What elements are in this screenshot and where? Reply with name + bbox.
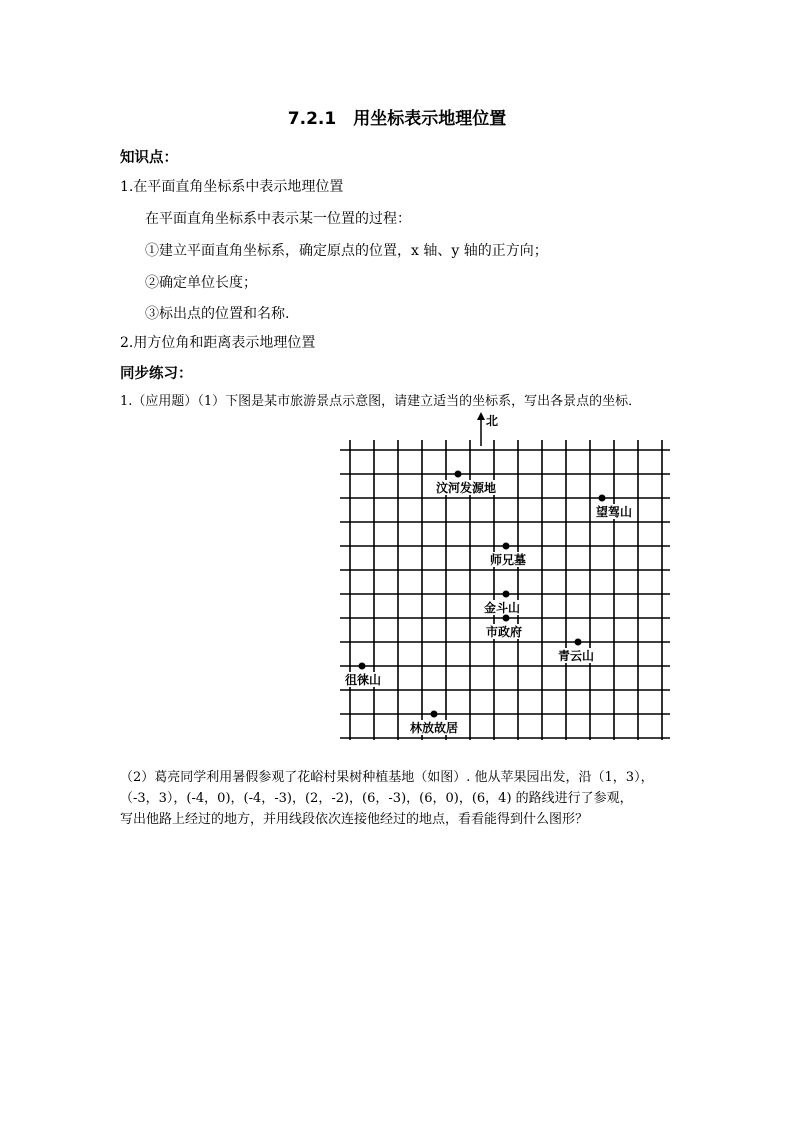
place-marker	[359, 663, 366, 670]
place-marker	[503, 591, 510, 598]
knowledge-item-1: 1.在平面直角坐标系中表示地理位置	[120, 179, 344, 195]
place-label: 望驾山	[596, 505, 633, 519]
question-1-text: 1.（应用题）（1）下图是某市旅游景点示意图，请建立适当的坐标系，写出各景点的坐标．	[120, 394, 642, 409]
tourist-map	[340, 410, 670, 740]
place-label: 金斗山	[484, 601, 521, 615]
north-label: 北	[486, 414, 499, 428]
knowledge-step-1: ①建立平面直角坐标系，确定原点的位置，x 轴、y 轴的正方向；	[145, 243, 548, 259]
place-marker	[599, 495, 606, 502]
place-label: 青云山	[558, 649, 595, 663]
practice-heading: 同步练习：	[120, 366, 193, 382]
north-arrow-head	[477, 412, 485, 420]
question-2-line-2: （-3，3），(-4，0)，(-4，-3)，(2，-2)，(6，-3)，(6，0)，(6，4) 的路线进行了参观，	[120, 791, 633, 806]
place-marker	[455, 471, 462, 478]
place-marker	[575, 639, 582, 646]
place-label: 市政府	[486, 625, 523, 639]
knowledge-item-2: 2.用方位角和距离表示地理位置	[120, 335, 316, 351]
question-2-line-3: 写出他路上经过的地方，并用线段依次连接他经过的地点，看看能得到什么图形？	[120, 812, 589, 827]
place-label: 林放故居	[410, 721, 459, 735]
place-label: 汶河发源地	[436, 481, 497, 495]
place-label: 师兄墓	[490, 553, 527, 567]
knowledge-step-2: ②确定单位长度；	[145, 275, 257, 291]
place-label: 徂徕山	[345, 673, 382, 687]
knowledge-step-3: ③标出点的位置和名称.	[145, 306, 290, 322]
place-marker	[503, 615, 510, 622]
tourist-map-svg	[340, 410, 670, 740]
place-marker	[503, 543, 510, 550]
knowledge-heading: 知识点：	[120, 150, 178, 166]
map-grid	[340, 440, 670, 740]
question-2-line-1: （2）葛亮同学利用暑假参观了花峪村果树种植基地（如图）. 他从苹果园出发，沿（1，3），	[120, 770, 654, 785]
page-title: 7.2.1 用坐标表示地理位置	[287, 109, 507, 129]
place-marker	[431, 711, 438, 718]
knowledge-item-1-sub: 在平面直角坐标系中表示某一位置的过程：	[145, 211, 411, 227]
